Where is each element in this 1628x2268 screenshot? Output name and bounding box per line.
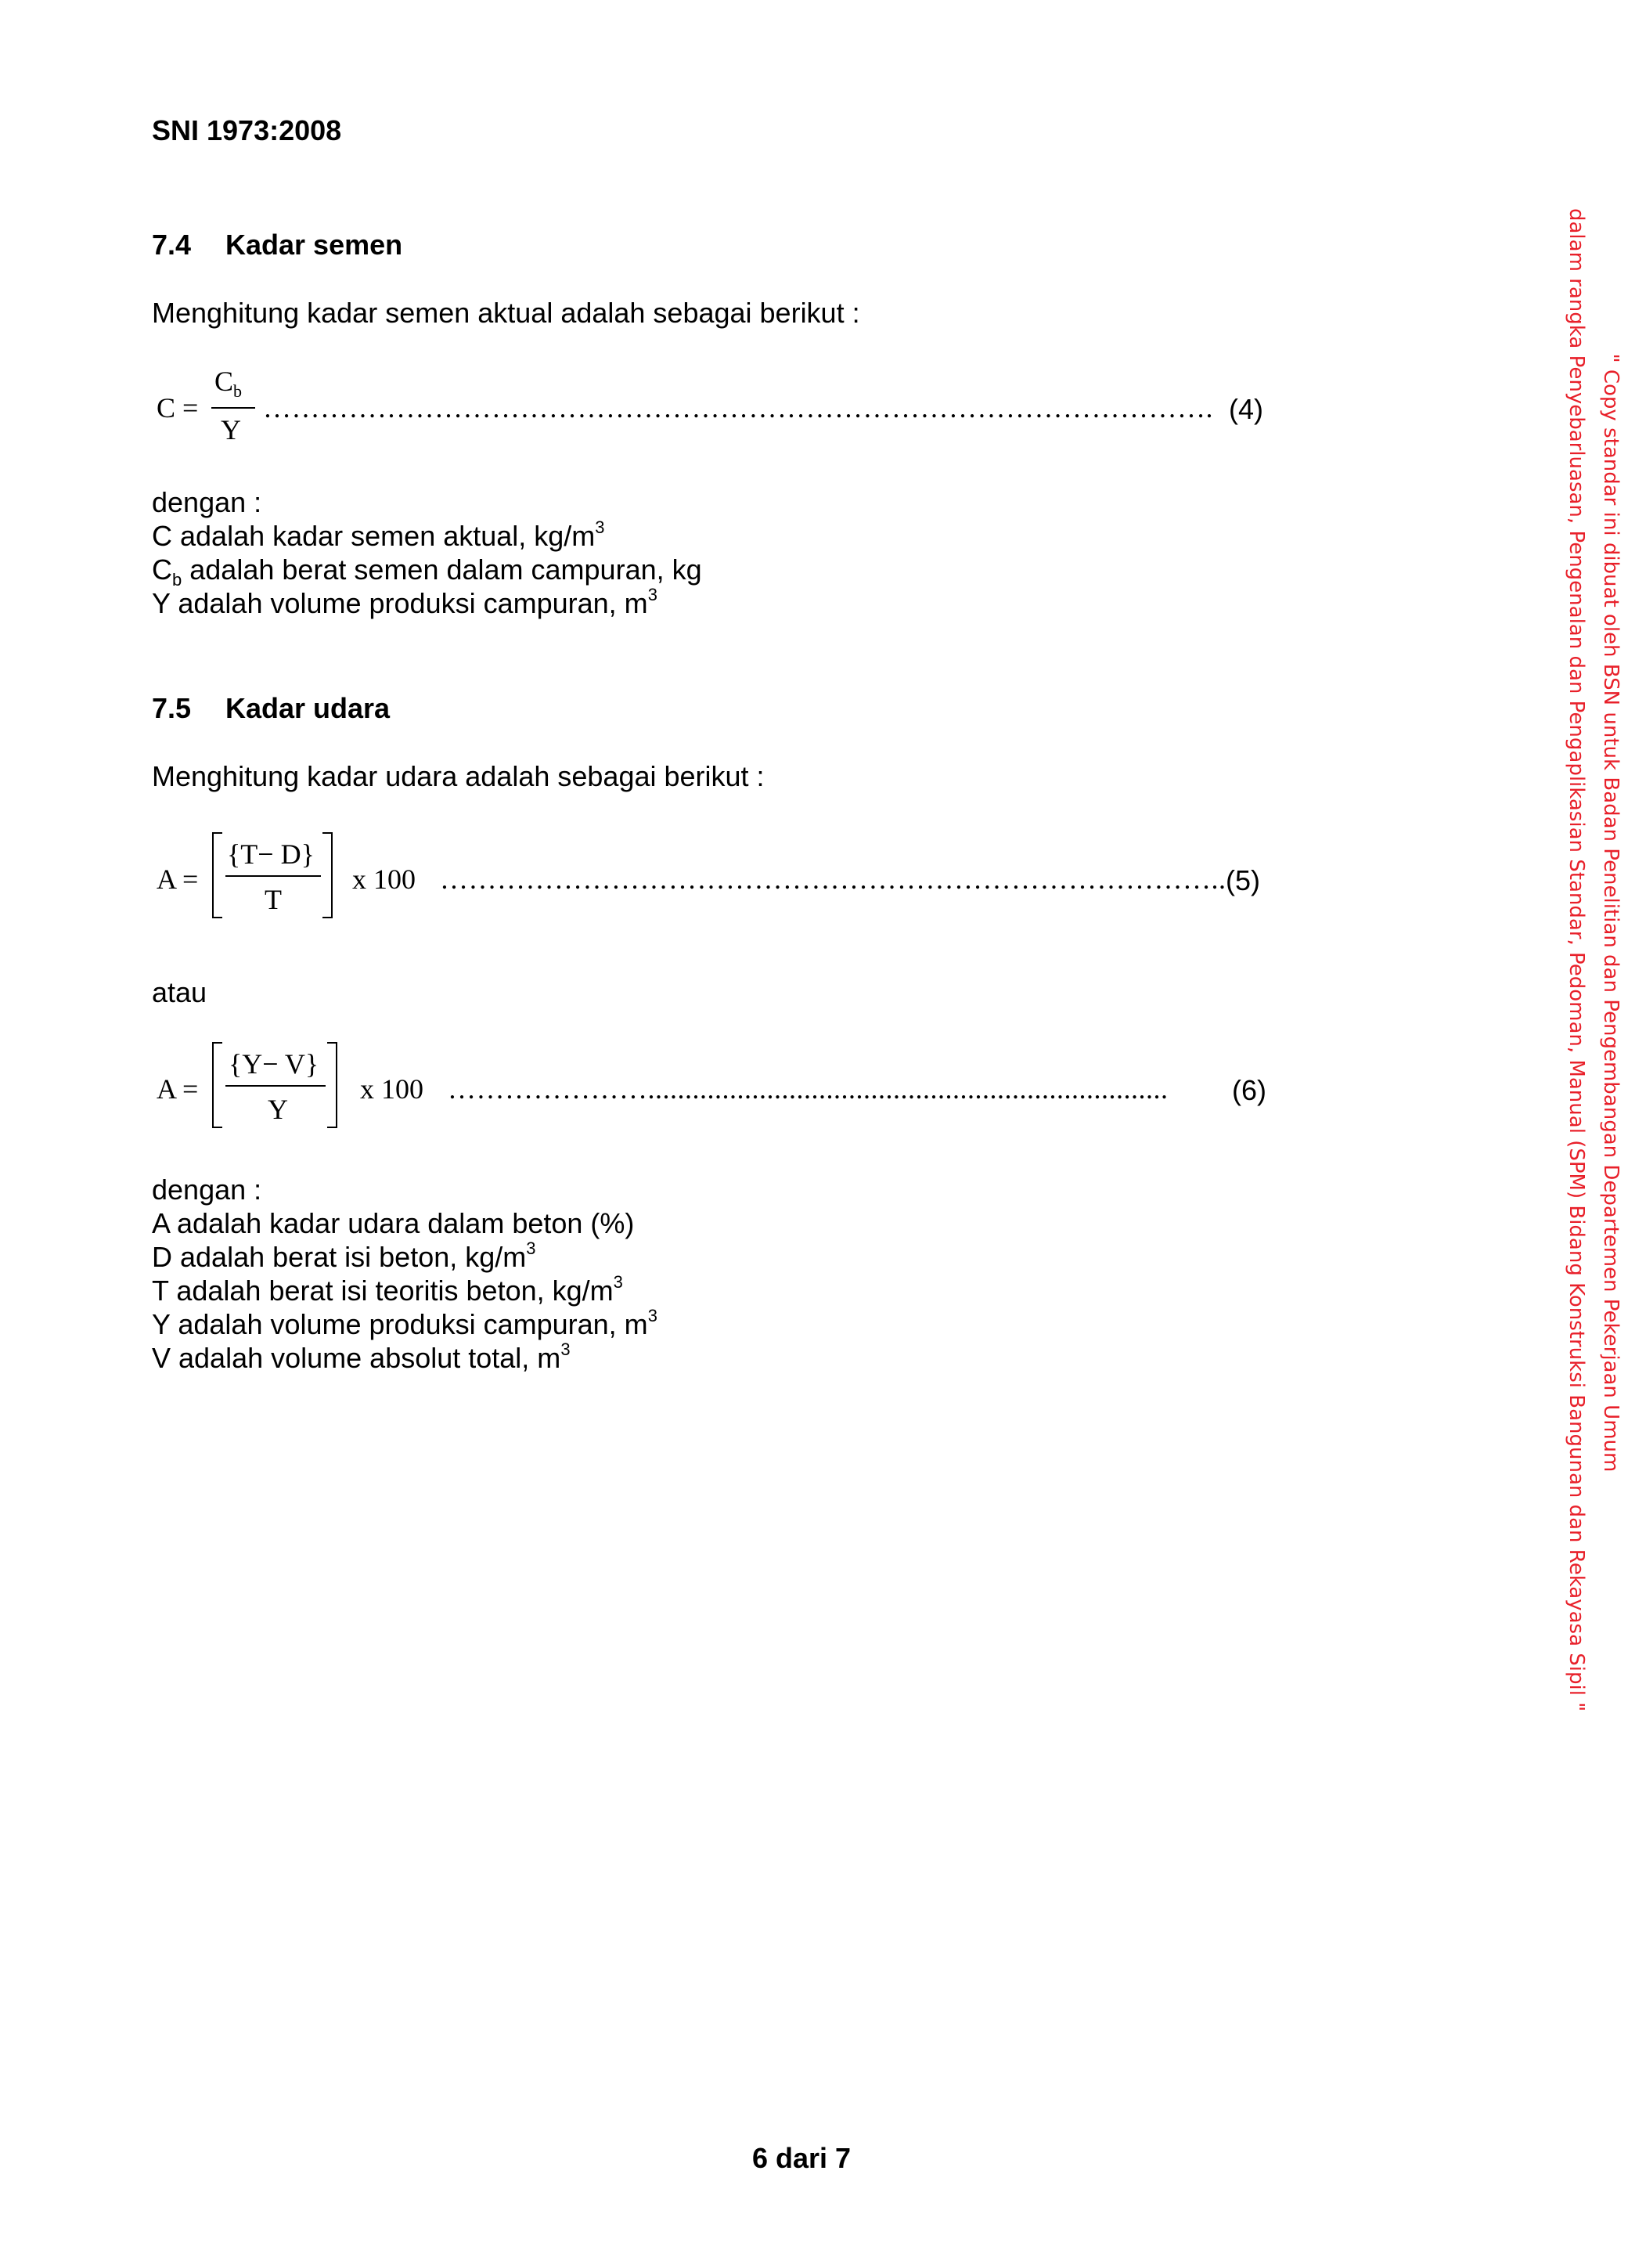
section-7-4-intro: Menghitung kadar semen aktual adalah sebagai berikut :	[152, 297, 860, 329]
dot-leader: ……………………………………………………………………………………….	[263, 392, 1213, 424]
section-number: 7.5	[152, 692, 192, 724]
equation-number-5: (5)	[1226, 864, 1260, 896]
formula-5-denominator: T	[265, 884, 282, 915]
definition-text: Y adalah volume produksi campuran, m	[152, 1308, 648, 1340]
equation-number-6: (6)	[1232, 1074, 1266, 1106]
formula-5	[157, 830, 1268, 924]
definition-d	[152, 1240, 657, 1274]
atau-label: atau	[152, 976, 207, 1008]
definition-c	[152, 519, 702, 553]
definition-y	[152, 586, 702, 620]
section-title: Kadar semen	[225, 229, 403, 261]
right-bracket	[324, 1041, 343, 1129]
section-number: 7.4	[152, 229, 192, 261]
formula-5-lhs: A =	[157, 864, 199, 895]
formula-4-lhs: C =	[157, 392, 199, 424]
document-header: SNI 1973:2008	[152, 114, 342, 146]
right-bracket	[319, 831, 338, 919]
formula-6	[157, 1040, 1268, 1134]
definition-a	[152, 1206, 657, 1240]
copyright-watermark	[1559, 208, 1628, 1712]
watermark-line-2: dalam rangka Penyebarluasan, Pengenalan dan Pengaplikasian Standar, Pedoman, Manual (SPM) Bidang Konstruksi Bangunan dan Rekayasa Sipil "	[1565, 208, 1588, 1712]
section-7-5-definitions	[152, 1173, 657, 1375]
superscript: 3	[647, 1306, 657, 1325]
superscript: 3	[647, 585, 657, 604]
formula-6-numerator: {Y− V}	[229, 1048, 319, 1080]
formula-4-numerator	[214, 365, 243, 401]
formula-6-lhs: A =	[157, 1073, 199, 1105]
left-bracket	[208, 831, 227, 919]
definition-text: adalah berat semen dalam campuran, kg	[182, 553, 702, 586]
symbol: C	[152, 553, 172, 586]
formula-4	[157, 365, 1268, 451]
superscript: 3	[526, 1239, 536, 1258]
definition-text: V adalah volume absolut total, m	[152, 1342, 561, 1374]
definition-y	[152, 1307, 657, 1341]
section-title: Kadar udara	[225, 692, 391, 724]
formula-5-multiplier: x 100	[352, 864, 416, 895]
superscript: 3	[560, 1340, 571, 1359]
definition-v	[152, 1341, 657, 1375]
subscript: b	[172, 570, 182, 590]
superscript: 3	[595, 517, 605, 537]
definition-text: C adalah kadar semen aktual, kg/m	[152, 520, 596, 552]
formula-6-multiplier: x 100	[360, 1073, 423, 1105]
section-7-5-intro: Menghitung kadar udara adalah sebagai berikut :	[152, 760, 765, 792]
left-bracket	[208, 1041, 227, 1129]
dot-leader: …………………......................................................................	[448, 1073, 1169, 1105]
watermark-line-1: " Copy standar ini dibuat oleh BSN untuk Badan Penelitian dan Pengembangan Departemen Pekerjaan Umum	[1599, 353, 1623, 1473]
equation-number-4: (4)	[1229, 393, 1263, 425]
fraction-bar	[211, 407, 255, 409]
numerator-subscript: b	[233, 381, 243, 401]
definition-text: Y adalah volume produksi campuran, m	[152, 587, 648, 619]
dengan-label: dengan :	[152, 486, 262, 518]
definition-cb	[152, 553, 702, 590]
fraction-bar	[225, 1085, 326, 1087]
definition-text: D adalah berat isi beton, kg/m	[152, 1241, 527, 1273]
dot-leader: ………………………………………………………………………..	[440, 864, 1226, 895]
definition-text: A adalah kadar udara dalam beton (%)	[152, 1207, 635, 1239]
fraction-bar	[225, 875, 321, 877]
superscript: 3	[613, 1272, 623, 1292]
section-7-4-definitions	[152, 485, 702, 620]
numerator-symbol: C	[214, 366, 234, 397]
formula-4-denominator: Y	[221, 414, 241, 445]
formula-5-numerator: {T− D}	[227, 838, 315, 870]
page-number: 6 dari 7	[751, 2142, 852, 2174]
dengan-label: dengan :	[152, 1174, 262, 1206]
definition-t	[152, 1274, 657, 1307]
formula-6-denominator: Y	[268, 1094, 288, 1125]
definition-text: T adalah berat isi teoritis beton, kg/m	[152, 1275, 614, 1307]
